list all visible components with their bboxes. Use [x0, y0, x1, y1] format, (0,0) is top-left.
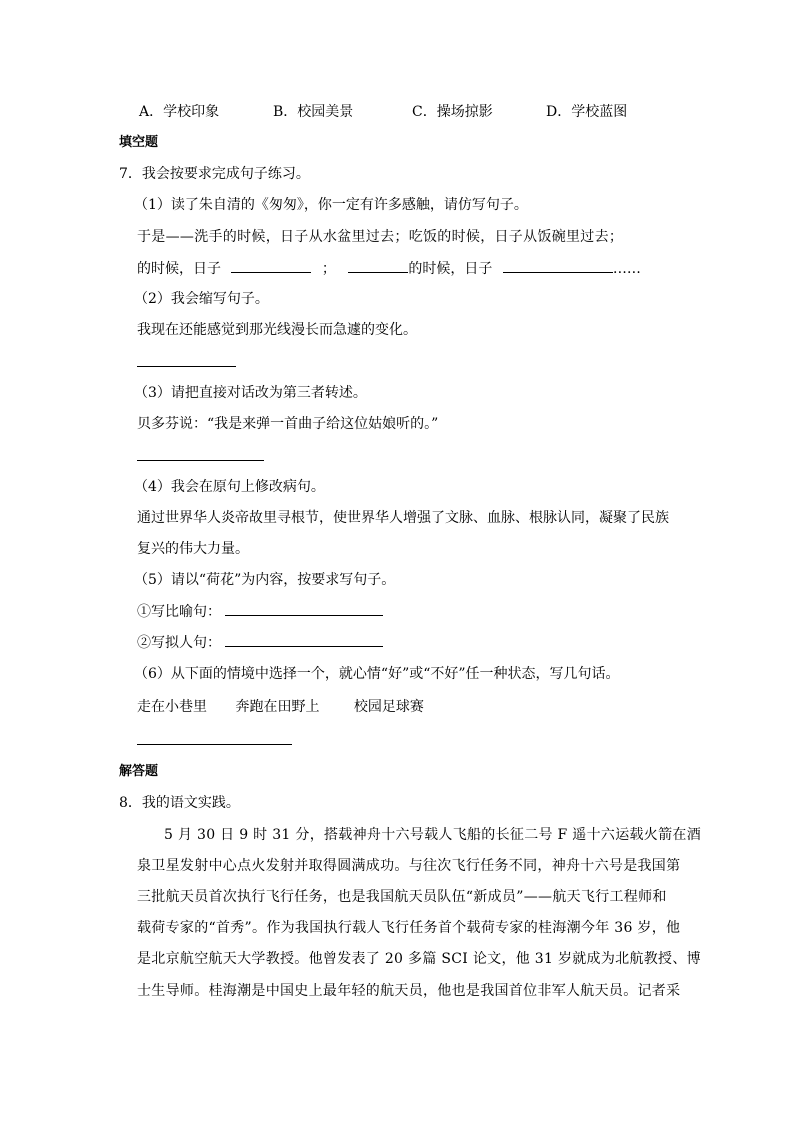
option-a: A．学校印象	[139, 104, 220, 120]
item1-label: ①写比喻句：	[137, 604, 221, 620]
q8-stem: 8．我的语文实践。	[119, 795, 240, 811]
q8-paragraph-line: 5 月 30 日 9 时 31 分，搭载神舟十六号载人飞船的长征二号 F 遥十六运载火箭在酒	[164, 827, 702, 843]
answer-blank[interactable]	[348, 258, 408, 273]
choice-football: 校园足球赛	[353, 699, 424, 715]
q7-part3-prompt: （3）请把直接对话改为第三者转述。	[134, 385, 367, 401]
option-c: C．操场掠影	[412, 104, 493, 120]
q7-part4-sentence-line1: 通过世界华人炎帝故里寻根节，使世界华人增强了文脉、血脉、根脉认同，凝聚了民族	[137, 510, 669, 526]
q7-part4-sentence-line2: 复兴的伟大力量。	[137, 541, 249, 557]
q7-part2-sentence: 我现在还能感觉到那光线漫长而急遽的变化。	[137, 322, 417, 338]
q7-part1-fill-line	[137, 258, 641, 279]
answer-line[interactable]	[137, 460, 264, 461]
answer-blank[interactable]	[231, 258, 311, 273]
fill-text-a: 的时候，日子	[137, 261, 221, 277]
fill-ellipsis: ……	[612, 261, 641, 277]
section-heading-fill: 填空题	[119, 135, 159, 150]
q7-part1-prompt: （1）读了朱自清的《匆匆》，你一定有许多感触，请仿写句子。	[134, 197, 528, 213]
choice-alley: 走在小巷里	[137, 699, 207, 715]
q8-paragraph-line: 载荷专家的“首秀”。作为我国执行载人飞行任务首个载荷专家的桂海潮今年 36 岁，他	[137, 920, 681, 936]
q7-part5-item1	[137, 601, 383, 622]
q8-paragraph-line: 士生导师。桂海潮是中国史上最年轻的航天员，他也是我国首位非军人航天员。记者采	[137, 983, 681, 999]
q8-paragraph-line: 是北京航空航天大学教授。他曾发表了 20 多篇 SCI 论文，他 31 岁就成为北航教授、博	[137, 951, 701, 967]
section-heading-answer: 解答题	[119, 764, 159, 779]
q7-stem: 7．我会按要求完成句子练习。	[119, 166, 310, 182]
answer-blank[interactable]	[225, 632, 383, 647]
answer-line[interactable]	[137, 366, 236, 367]
q7-part4-prompt: （4）我会在原句上修改病句。	[134, 479, 325, 495]
fill-text-b: 的时候，日子	[408, 261, 493, 277]
q8-paragraph-line: 泉卫星发射中心点火发射并取得圆满成功。与往次飞行任务不同，神舟十六号是我国第	[137, 858, 681, 874]
answer-line[interactable]	[137, 744, 292, 745]
q7-part5-item2	[137, 632, 383, 653]
option-b: B．校园美景	[273, 104, 354, 120]
option-d: D．学校蓝图	[546, 104, 628, 120]
q7-part6-prompt: （6）从下面的情境中选择一个，就心情“好”或“不好”任一种状态，写几句话。	[134, 666, 620, 682]
q8-paragraph-line: 三批航天员首次执行飞行任务，也是我国航天员队伍“新成员”——航天飞行工程师和	[137, 889, 667, 905]
answer-blank[interactable]	[225, 601, 383, 616]
q7-part1-example: 于是——洗手的时候，日子从水盆里过去；吃饭的时候，日子从饭碗里过去；	[137, 229, 624, 245]
answer-blank[interactable]	[503, 258, 613, 273]
fill-separator: ；	[321, 261, 336, 277]
q7-part5-prompt: （5）请以“荷花”为内容，按要求写句子。	[134, 572, 396, 588]
q7-part3-sentence: 贝多芬说：“我是来弹一首曲子给这位姑娘听的。”	[137, 416, 439, 432]
item2-label: ②写拟人句：	[137, 635, 221, 651]
q7-part2-prompt: （2）我会缩写句子。	[134, 291, 269, 307]
choice-field: 奔跑在田野上	[235, 699, 320, 715]
q7-part6-choices	[137, 697, 424, 717]
